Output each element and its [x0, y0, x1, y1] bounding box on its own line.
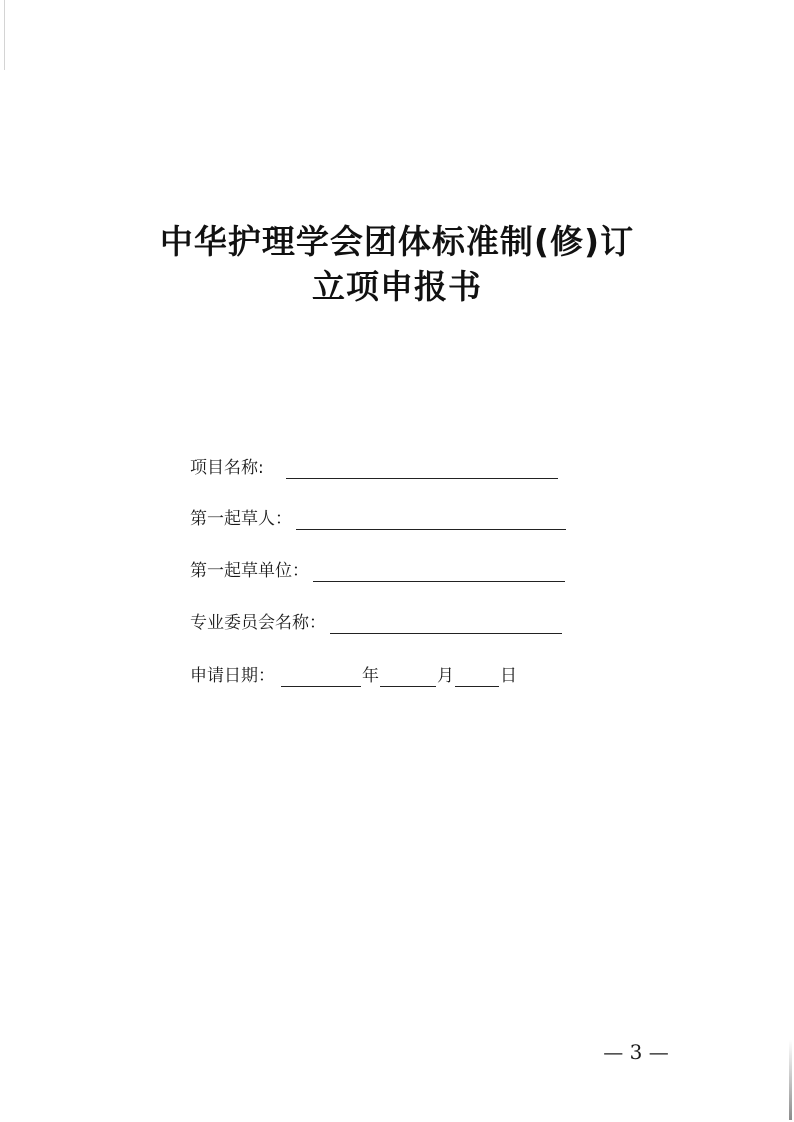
project-name-label: 项目名称:	[190, 458, 264, 478]
scan-edge-mark	[789, 1040, 792, 1120]
application-date-label: 申请日期：	[190, 666, 275, 686]
committee-name-field	[190, 604, 562, 634]
committee-name-blank[interactable]	[330, 613, 562, 634]
first-drafter-label: 第一起草人：	[190, 509, 292, 529]
first-drafting-unit-blank[interactable]	[313, 561, 565, 582]
project-name-field	[190, 449, 558, 479]
month-unit: 月	[437, 666, 454, 686]
year-unit: 年	[362, 666, 379, 686]
year-blank[interactable]	[281, 666, 361, 687]
document-title-line-1: 中华护理学会团体标准制(修)订	[159, 222, 635, 261]
first-drafting-unit-label: 第一起草单位：	[190, 561, 309, 581]
day-blank[interactable]	[455, 666, 499, 687]
day-unit: 日	[500, 666, 517, 686]
project-name-blank[interactable]	[286, 458, 558, 479]
first-drafter-blank[interactable]	[296, 509, 566, 530]
committee-name-label: 专业委员会名称：	[190, 613, 326, 633]
application-date-field	[190, 657, 518, 687]
scan-edge-mark	[4, 0, 5, 70]
first-drafting-unit-field	[190, 552, 565, 582]
first-drafter-field	[190, 500, 566, 530]
document-title-line-2: 立项申报书	[312, 267, 482, 306]
month-blank[interactable]	[380, 666, 436, 687]
page-number: — 3 —	[603, 1040, 669, 1064]
